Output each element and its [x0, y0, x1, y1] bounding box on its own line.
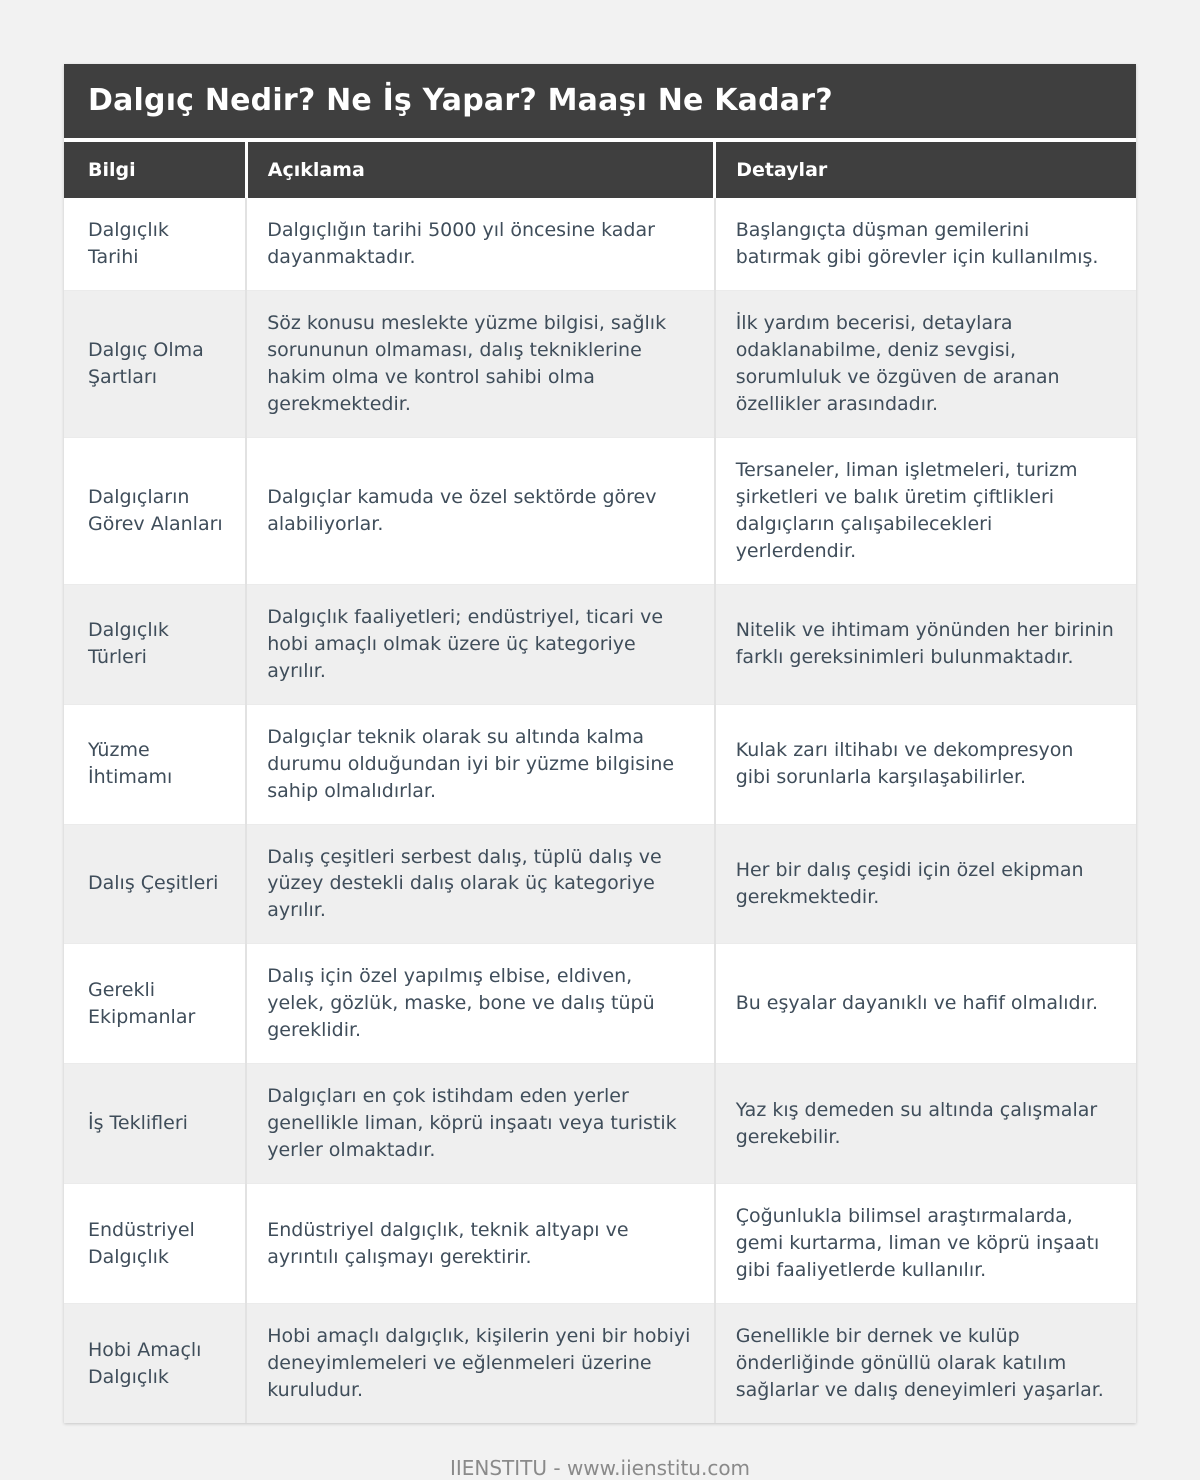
aciklama-cell: Dalgıçlar kamuda ve özel sektörde görev alabiliyorlar. [246, 437, 714, 584]
table-body [64, 198, 1136, 1423]
bilgi-cell: Endüstriyel Dalgıçlık [64, 1184, 246, 1304]
table-row [64, 290, 1136, 437]
table-row [64, 437, 1136, 584]
detaylar-cell: Tersaneler, liman işletmeleri, turizm şirketleri ve balık üretim çiftlikleri dalgıçların çalışabilecekleri yerlerdendir. [715, 437, 1136, 584]
table-header-row [64, 142, 1136, 198]
column-header-aciklama: Açıklama [246, 142, 714, 198]
table-row [64, 1064, 1136, 1184]
aciklama-cell: Hobi amaçlı dalgıçlık, kişilerin yeni bir hobiyi deneyimlemeleri ve eğlenmeleri üzerine kuruludur. [246, 1304, 714, 1423]
table-row [64, 1184, 1136, 1304]
aciklama-cell: Söz konusu meslekte yüzme bilgisi, sağlık sorununun olmaması, dalış tekniklerine hakim olma ve kontrol sahibi olma gerekmektedir. [246, 290, 714, 437]
detaylar-cell: Yaz kış demeden su altında çalışmalar gerekebilir. [715, 1064, 1136, 1184]
detaylar-cell: Her bir dalış çeşidi için özel ekipman gerekmektedir. [715, 824, 1136, 944]
bilgi-cell: Dalgıçlık Tarihi [64, 198, 246, 290]
bilgi-cell: İş Teklifleri [64, 1064, 246, 1184]
table-row [64, 584, 1136, 704]
table-row [64, 198, 1136, 290]
detaylar-cell: Çoğunlukla bilimsel araştırmalarda, gemi kurtarma, liman ve köprü inşaatı gibi faaliyetlerde kullanılır. [715, 1184, 1136, 1304]
detaylar-cell: Kulak zarı iltihabı ve dekompresyon gibi sorunlarla karşılaşabilirler. [715, 704, 1136, 824]
bilgi-cell: Yüzme İhtimamı [64, 704, 246, 824]
bilgi-cell: Hobi Amaçlı Dalgıçlık [64, 1304, 246, 1423]
detaylar-cell: Genellikle bir dernek ve kulüp önderliğinde gönüllü olarak katılım sağlarlar ve dalış deneyimleri yaşarlar. [715, 1304, 1136, 1423]
bilgi-cell: Dalgıçların Görev Alanları [64, 437, 246, 584]
aciklama-cell: Dalgıçlığın tarihi 5000 yıl öncesine kadar dayanmaktadır. [246, 198, 714, 290]
bilgi-cell: Dalgıç Olma Şartları [64, 290, 246, 437]
aciklama-cell: Dalış için özel yapılmış elbise, eldiven, yelek, gözlük, maske, bone ve dalış tüpü gereklidir. [246, 944, 714, 1064]
aciklama-cell: Endüstriyel dalgıçlık, teknik altyapı ve ayrıntılı çalışmayı gerektirir. [246, 1184, 714, 1304]
detaylar-cell: Başlangıçta düşman gemilerini batırmak gibi görevler için kullanılmış. [715, 198, 1136, 290]
table-row [64, 704, 1136, 824]
detaylar-cell: İlk yardım becerisi, detaylara odaklanabilme, deniz sevgisi, sorumluluk ve özgüven de aranan özellikler arasındadır. [715, 290, 1136, 437]
column-header-bilgi: Bilgi [64, 142, 246, 198]
detaylar-cell: Bu eşyalar dayanıklı ve hafif olmalıdır. [715, 944, 1136, 1064]
table-row [64, 944, 1136, 1064]
table-row [64, 1304, 1136, 1423]
aciklama-cell: Dalgıçlık faaliyetleri; endüstriyel, ticari ve hobi amaçlı olmak üzere üç kategoriye ayrılır. [246, 584, 714, 704]
column-header-detaylar: Detaylar [715, 142, 1136, 198]
aciklama-cell: Dalgıçları en çok istihdam eden yerler genellikle liman, köprü inşaatı veya turistik yerler olmaktadır. [246, 1064, 714, 1184]
bilgi-cell: Gerekli Ekipmanlar [64, 944, 246, 1064]
bilgi-cell: Dalgıçlık Türleri [64, 584, 246, 704]
info-table [64, 142, 1136, 1423]
footer-attribution: IIENSTITU - www.iienstitu.com [449, 1456, 751, 1480]
detaylar-cell: Nitelik ve ihtimam yönünden her birinin farklı gereksinimleri bulunmaktadır. [715, 584, 1136, 704]
page-title: Dalgıç Nedir? Ne İş Yapar? Maaşı Ne Kadar? [64, 64, 1136, 142]
bilgi-cell: Dalış Çeşitleri [64, 824, 246, 944]
table-row [64, 824, 1136, 944]
aciklama-cell: Dalgıçlar teknik olarak su altında kalma durumu olduğundan iyi bir yüzme bilgisine sahip olmalıdırlar. [246, 704, 714, 824]
article-table-card [64, 64, 1136, 1423]
aciklama-cell: Dalış çeşitleri serbest dalış, tüplü dalış ve yüzey destekli dalış olarak üç kategoriye ayrılır. [246, 824, 714, 944]
